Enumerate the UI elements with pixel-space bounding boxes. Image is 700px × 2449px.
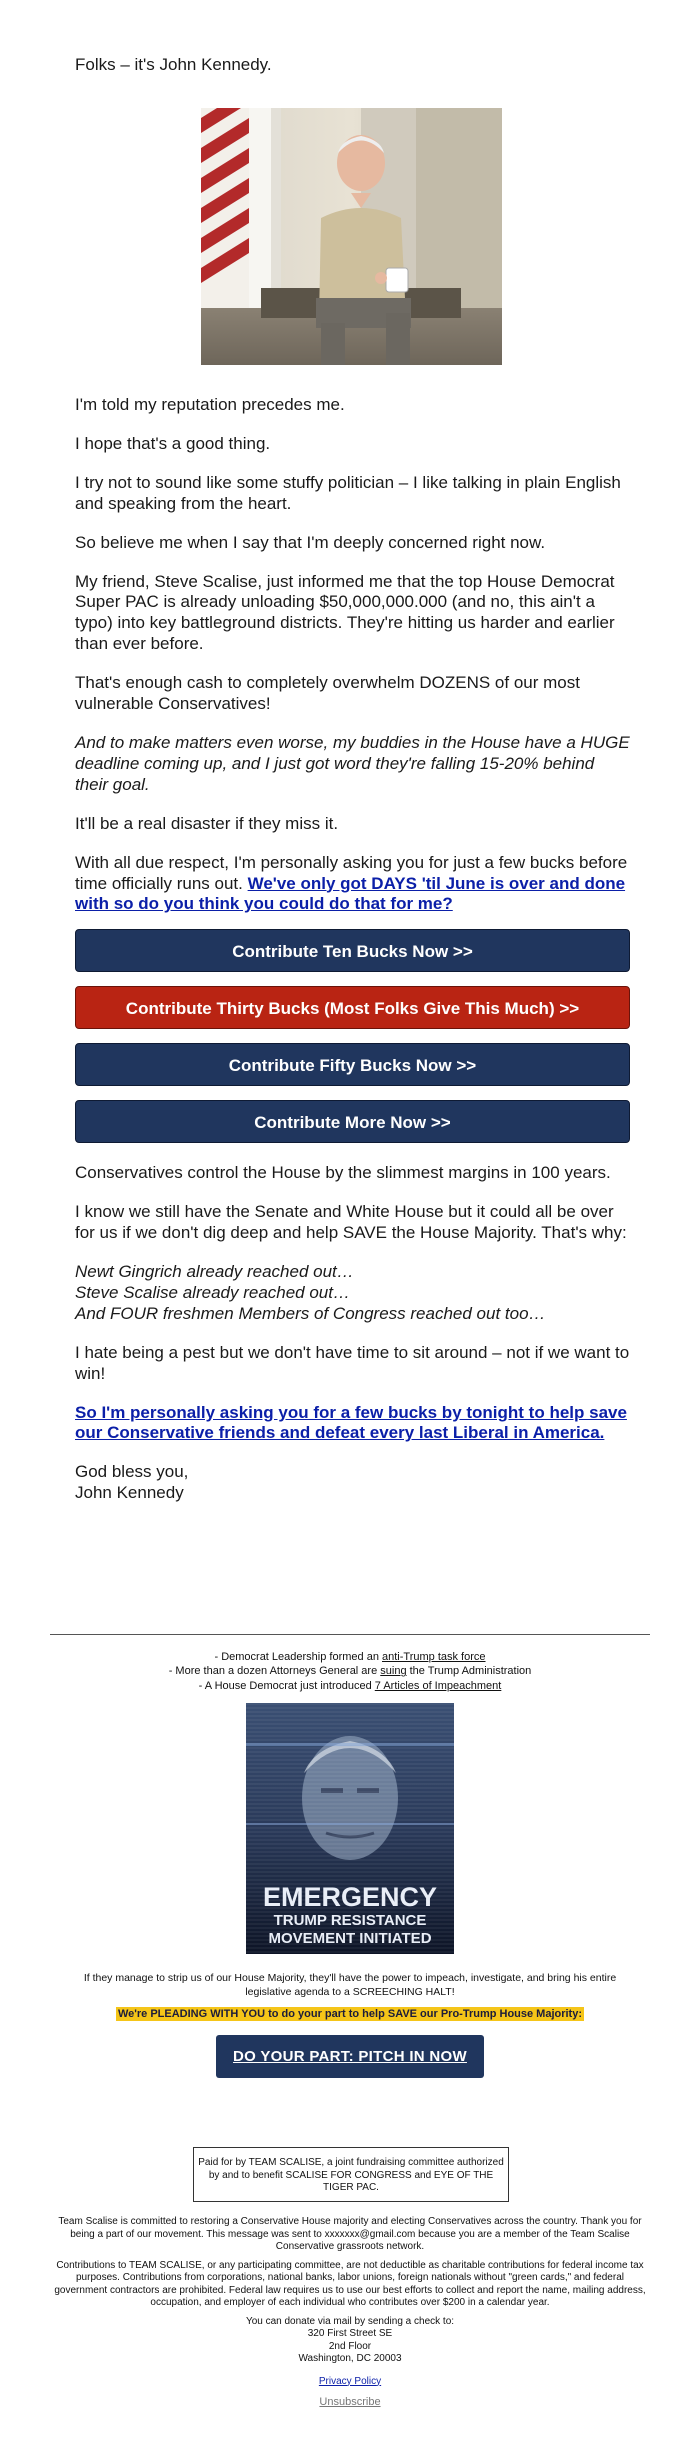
paragraph: I hate being a pest but we don't have time to sit around – not if we want to win! <box>75 1342 630 1383</box>
footer <box>0 2216 700 2410</box>
emergency-subtitle: MOVEMENT INITIATED <box>268 1929 432 1947</box>
emergency-title: EMERGENCY <box>262 1881 438 1912</box>
paid-for-box: Paid for by TEAM SCALISE, a joint fundraising committee authorized by and to benefit SCALISE FOR CONGRESS and EYE OF THE TIGER PAC. <box>193 2147 509 2202</box>
ask-link[interactable]: We've only got DAYS 'til June is over and done with so do you think you could do that for me? <box>75 873 626 914</box>
promo-text: - More than a dozen Attorneys General are <box>168 1665 381 1678</box>
contribute-more-button[interactable]: Contribute More Now >> <box>75 1100 630 1143</box>
promo-text: - Democrat Leadership formed an <box>214 1651 382 1663</box>
emergency-subtitle: TRUMP RESISTANCE <box>273 1911 427 1929</box>
paragraph: I know we still have the Senate and White House but it could all be over for us if we don't dig deep and help SAVE the House Majority. That's why: <box>75 1202 627 1243</box>
impeachment-link[interactable]: 7 Articles of Impeachment <box>374 1679 502 1692</box>
promo-text: the Trump Administration <box>406 1665 532 1678</box>
paragraph: My friend, Steve Scalise, just informed me that the top House Democrat Super PAC is already unloading $50,000,000.000 (and no, this ain't a typo) into key battleground districts. They're hitting us harder and earlier than ever before. <box>75 571 615 654</box>
promo-note: If they manage to strip us of our House Majority, they'll have the power to impeach, investigate, and bring his entire legislative agenda to a SCREECHING HALT! <box>83 1971 617 1998</box>
promo-bullet <box>0 1679 700 1693</box>
footer-disclaimer: Contributions to TEAM SCALISE, or any participating committee, are not deductible as charitable contributions for federal income tax purposes. Contributions from corporations, national banks, labor unions, foreign nationals without "green cards," and federal government contractors are prohibited. Federal law requires us to use our best efforts to collect and report the name, mailing address, occupation, and employer of each individual who contributes over $200 in a calendar year. <box>54 2259 646 2308</box>
address-line: Washington, DC 20003 <box>298 2353 402 2364</box>
highlight-banner: We're PLEADING WITH YOU to do your part to help SAVE our Pro-Trump House Majority: <box>117 2008 583 2021</box>
list-item: And FOUR freshmen Members of Congress reached out too… <box>75 1303 546 1323</box>
greeting: Folks – it's John Kennedy. <box>75 55 272 74</box>
ask-text: With all due respect, I'm personally asking you for just a few bucks before time officially runs out. <box>75 852 628 893</box>
paragraph-italic: And to make matters even worse, my buddies in the House have a HUGE deadline coming up, and I just got word they're falling 15-20% behind their goal. <box>75 732 630 794</box>
promo-bullet <box>0 1650 700 1664</box>
paragraph: I try not to sound like some stuffy politician – I like talking in plain English and speaking from the heart. <box>75 472 621 513</box>
paragraph: I'm told my reputation precedes me. <box>75 395 345 414</box>
promo-bullet <box>0 1664 700 1678</box>
suing-link[interactable]: suing <box>380 1665 407 1678</box>
paragraph: It'll be a real disaster if they miss it. <box>75 813 339 833</box>
promo-text: - A House Democrat just introduced <box>198 1679 375 1692</box>
contribute-thirty-button[interactable]: Contribute Thirty Bucks (Most Folks Give This Much) >> <box>75 986 630 1029</box>
privacy-policy-link[interactable]: Privacy Policy <box>318 2375 382 2387</box>
kennedy-photo <box>201 108 502 365</box>
contribute-ten-button[interactable]: Contribute Ten Bucks Now >> <box>75 929 630 972</box>
unsubscribe-link[interactable]: Unsubscribe <box>319 2396 381 2408</box>
closing-ask-link[interactable]: So I'm personally asking you for a few bucks by tonight to help save our Conservative friends and defeat every last Liberal in America. <box>75 1402 627 1443</box>
emergency-banner-image <box>246 1703 454 1954</box>
paragraph: That's enough cash to completely overwhelm DOZENS of our most vulnerable Conservatives! <box>75 673 580 714</box>
list-item: Steve Scalise already reached out… <box>75 1282 350 1302</box>
signoff: God bless you, <box>75 1462 189 1482</box>
address-line: 320 First Street SE <box>307 2328 393 2339</box>
mail-intro: You can donate via mail by sending a check to: <box>245 2315 455 2327</box>
donation-buttons <box>75 929 630 1143</box>
paragraph: Conservatives control the House by the slimmest margins in 100 years. <box>75 1163 611 1183</box>
letter-body <box>75 395 630 1504</box>
divider <box>50 1634 650 1635</box>
promo-section <box>0 1650 700 2078</box>
contribute-fifty-button[interactable]: Contribute Fifty Bucks Now >> <box>75 1043 630 1086</box>
address-line: 2nd Floor <box>328 2340 372 2352</box>
paragraph-ask <box>75 853 630 916</box>
list-item: Newt Gingrich already reached out… <box>75 1262 354 1282</box>
paragraph: I hope that's a good thing. <box>75 433 271 453</box>
footer-mission: Team Scalise is committed to restoring a Conservative House majority and electing Conservatives across the country. Thank you for being a part of our movement. This message was sent to xxxxxxx@gmail.com because you are a member of the Team Scalise Conservative grassroots network. <box>58 2216 642 2252</box>
signature-name: John Kennedy <box>75 1483 184 1503</box>
paragraph: So believe me when I say that I'm deeply concerned right now. <box>75 532 546 552</box>
task-force-link[interactable]: anti-Trump task force <box>382 1651 486 1663</box>
pitch-in-button[interactable]: DO YOUR PART: PITCH IN NOW <box>216 2035 484 2078</box>
paragraph-link <box>75 1403 630 1445</box>
